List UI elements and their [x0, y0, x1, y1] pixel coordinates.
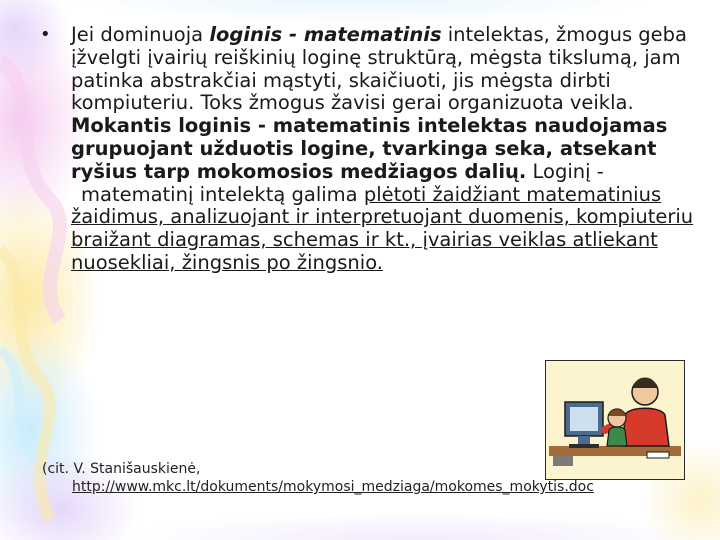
emphasized-term: loginis - matematinis [209, 23, 442, 46]
intro-text: Jei dominuoja [71, 23, 210, 46]
bold-sentence: Mokantis loginis - matematinis intelektas naudojamas grupuojant užduotis logine, tvarkinga seka, atsekant ryšius tarp mokomosios medžiagos dalių. [71, 114, 668, 183]
indented-text: matematinį intelektą galima [81, 182, 364, 206]
development-link[interactable]: plėtoti žaidžiant matematinius žaidimus, analizuojant ir interpretuojant duomenis, kompiuteriu braižant diagramas, schemas ir kt., įvairias veiklas atliekant nuosekliai, žingsnis po žingsnio. [71, 182, 694, 274]
citation-label: (cit. V. Stanišauskienė, [42, 461, 201, 477]
citation-url-link[interactable]: http://www.mkc.lt/dokuments/mokymosi_medziaga/mokomes_mokytis.doc [72, 479, 594, 495]
citation [42, 460, 702, 496]
bullet-text [71, 24, 700, 275]
bullet-paragraph [40, 24, 700, 275]
continuation-text: Loginį - [526, 159, 604, 183]
bullet-dot: • [40, 24, 51, 45]
description-text: intelektas, žmogus geba įžvelgti įvairių reiškinių loginę struktūrą, mėgsta tikslumą, jam patinka abstrakčiai mąstyti, skaičiuoti, jis mėgsta dirbti kompiuteriu. Toks žmogus žavisi gerai organizuota veikla. [71, 23, 687, 115]
